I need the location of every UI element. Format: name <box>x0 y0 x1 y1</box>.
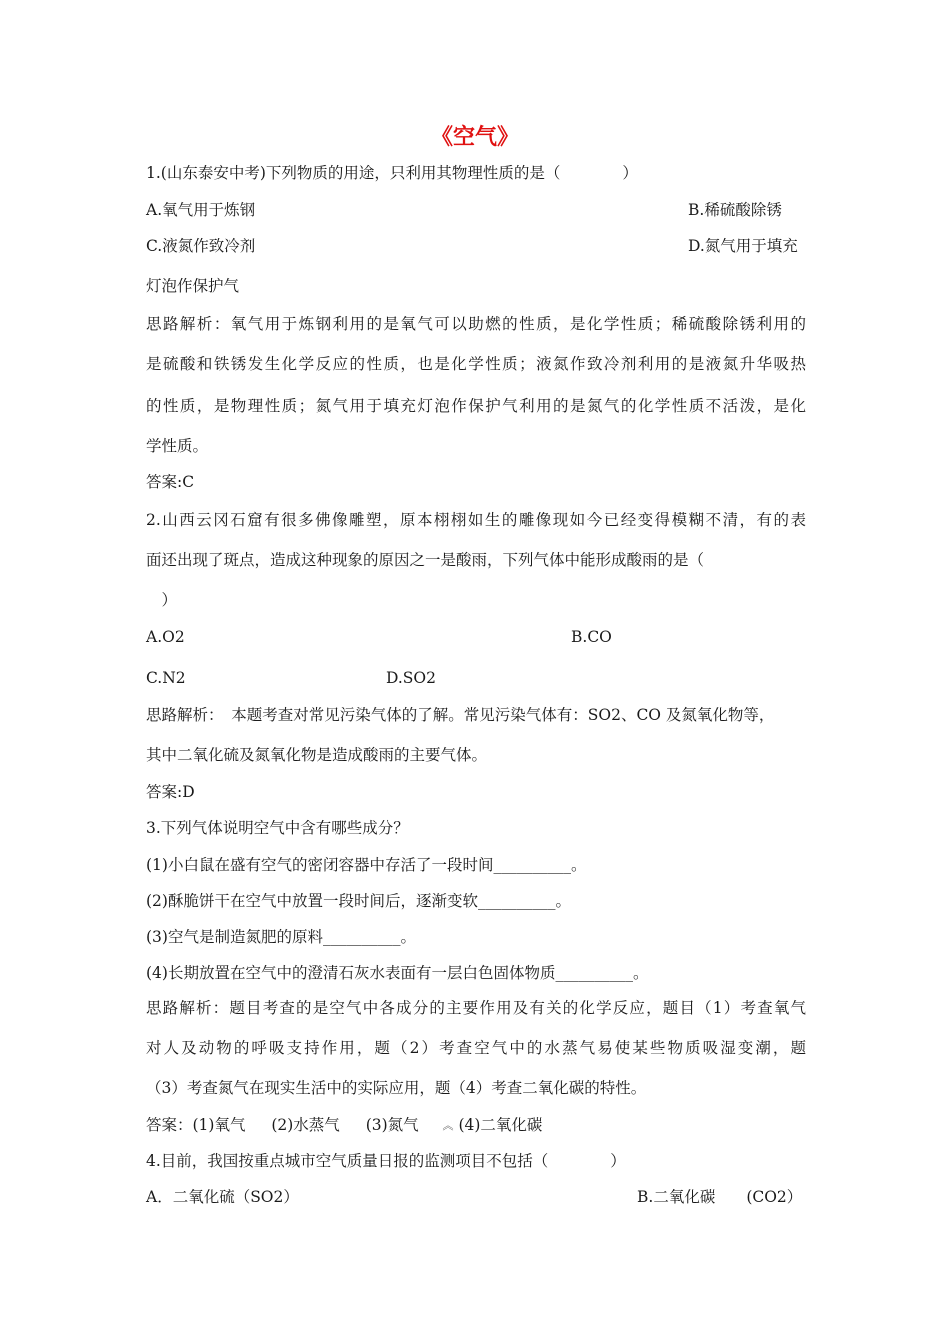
q1-analysis-line: 的性质，是物理性质；氮气用于填充灯泡作保护气利用的是氮气的化学性质不活泼，是化 <box>146 397 806 415</box>
q2-option-c: C.N2 <box>146 669 186 687</box>
q3-answer-part: (4)二氧化碳 <box>458 1116 543 1134</box>
q1-option-c: C.液氮作致冷剂 <box>146 237 256 255</box>
q2-option-d: D.SO2 <box>386 669 436 687</box>
q1-option-b: B.稀硫酸除锈 <box>688 201 782 219</box>
q1-analysis-line: 思路解析：氧气用于炼钢利用的是氧气可以助燃的性质，是化学性质；稀硫酸除锈利用的 <box>146 315 806 333</box>
q3-analysis-line: 思路解析：题目考查的是空气中各成分的主要作用及有关的化学反应，题目（1）考查氧气 <box>146 999 806 1017</box>
q3-answer-part: (2)水蒸气 <box>271 1116 340 1134</box>
q3-answer-part: (3)氮气 <box>365 1116 419 1134</box>
q1-option-d: D.氮气用于填充 <box>688 237 798 255</box>
q1-analysis-line: 是硫酸和铁锈发生化学反应的性质，也是化学性质；液氮作致冷剂利用的是液氮升华吸热 <box>146 355 806 373</box>
q2-stem-line: ） <box>146 591 178 609</box>
q3-answer <box>146 1115 542 1136</box>
q2-stem-line: 2.山西云冈石窟有很多佛像雕塑，原本栩栩如生的雕像现如今已经变得模糊不清，有的表 <box>146 511 806 529</box>
q3-item: (1)小白鼠在盛有空气的密闭容器中存活了一段时间__________。 <box>146 856 587 874</box>
q4-stem: 4.目前，我国按重点城市空气质量日报的监测项目不包括（ ） <box>146 1152 626 1170</box>
q3-item: (3)空气是制造氮肥的原料__________。 <box>146 928 416 946</box>
q4-option-a: A．二氧化硫（SO2） <box>146 1188 299 1206</box>
q3-stem: 3.下列气体说明空气中含有哪些成分？ <box>146 819 409 837</box>
q1-analysis-line: 学性质。 <box>146 437 209 455</box>
q2-analysis-line: 思路解析： 本题考查对常见污染气体的了解。常见污染气体有：SO2、CO 及氮氧化物等， <box>146 706 775 724</box>
q1-answer: 答案:C <box>146 473 195 491</box>
q2-option-a: A.O2 <box>146 628 185 646</box>
q1-option-d-continued: 灯泡作保护气 <box>146 277 240 295</box>
q1-option-a: A.氧气用于炼钢 <box>146 201 256 219</box>
q2-stem-line: 面还出现了斑点，造成这种现象的原因之一是酸雨，下列气体中能形成酸雨的是（ <box>146 551 705 569</box>
q1-stem: 1.(山东泰安中考)下列物质的用途，只利用其物理性质的是（ ） <box>146 164 638 182</box>
q3-item: (2)酥脆饼干在空气中放置一段时间后，逐渐变软__________。 <box>146 892 571 910</box>
q3-answer-part: 答案：(1)氧气 <box>146 1116 246 1134</box>
q3-analysis-line: （3）考查氮气在现实生活中的实际应用，题（4）考查二氧化碳的特性。 <box>146 1079 647 1097</box>
q4-option-b: B.二氧化碳 (CO2） <box>637 1188 803 1206</box>
q3-item: (4)长期放置在空气中的澄清石灰水表面有一层白色固体物质__________。 <box>146 964 649 982</box>
q2-option-b: B.CO <box>571 628 612 646</box>
page-title: 《空气》 <box>430 125 519 150</box>
q3-analysis-line: 对人及动物的呼吸支持作用，题（2）考查空气中的水蒸气易使某些物质吸湿变潮，题 <box>146 1039 806 1057</box>
q2-answer: 答案:D <box>146 783 195 801</box>
q2-analysis-line: 其中二氧化硫及氮氧化物是造成酸雨的主要气体。 <box>146 746 488 764</box>
caret-mark-icon: ︽ <box>442 1119 454 1132</box>
